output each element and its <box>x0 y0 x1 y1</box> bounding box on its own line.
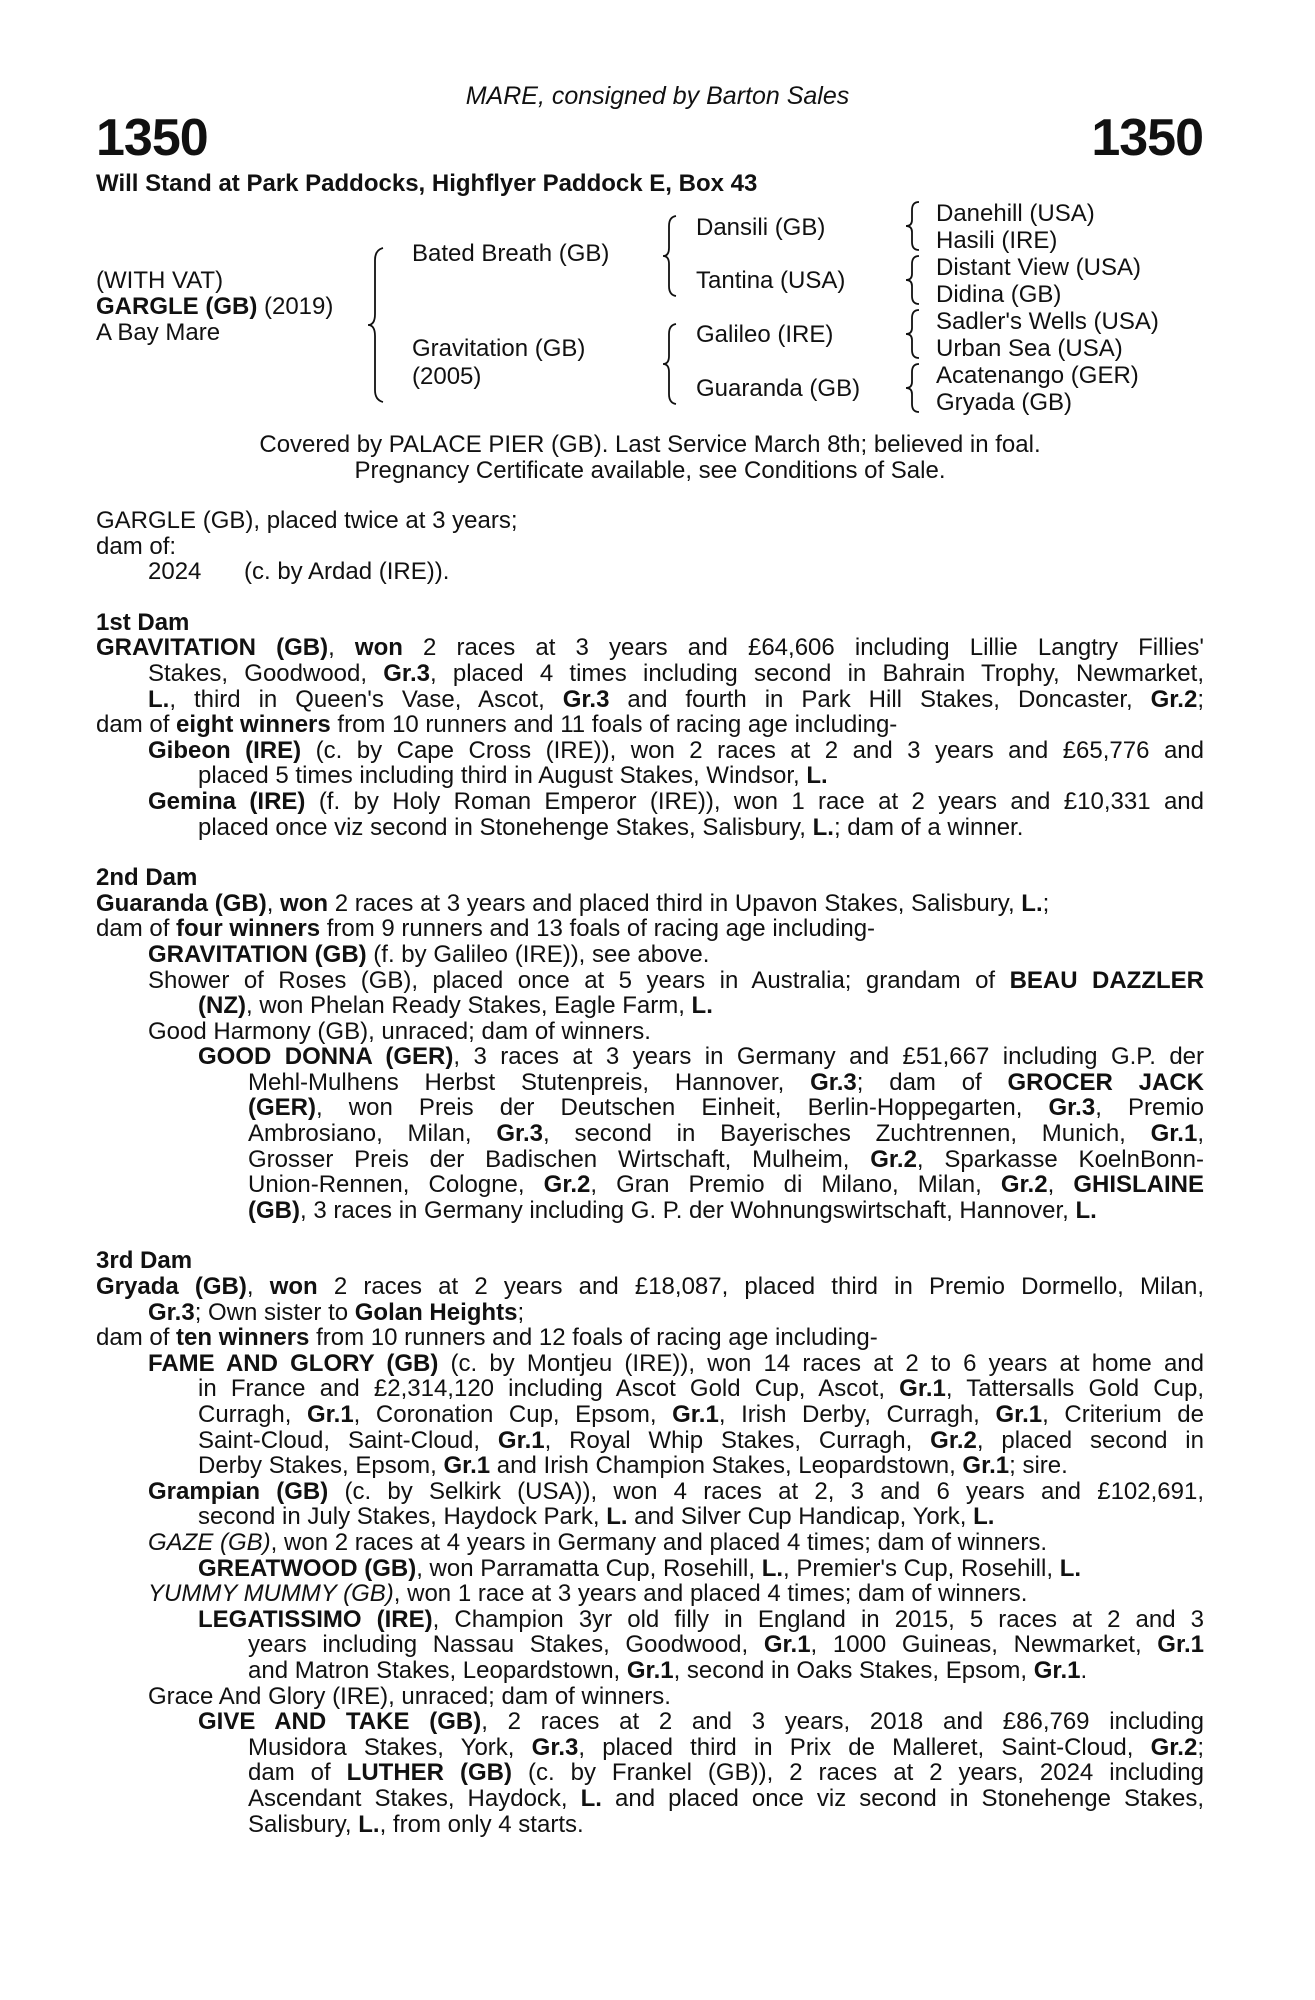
text: , Champion 3yr old filly in England in 2015, 5 races at 2 and 3 <box>432 1605 1204 1633</box>
text: (c. by Selkirk (USA)), won 4 races at 2, 3 and 6 years and £102,691, <box>328 1477 1204 1505</box>
third-dam-line <box>96 1453 1204 1479</box>
text: ; sire. <box>1009 1452 1068 1480</box>
text: and Matron Stakes, Leopardstown, <box>248 1656 627 1684</box>
progeny-name: Grampian (GB) <box>148 1477 329 1505</box>
covering-line-2: Pregnancy Certificate available, see Conditions of Sale. <box>354 457 946 484</box>
third-dam-line <box>96 1581 1204 1607</box>
third-dam-line <box>96 1658 1204 1684</box>
listed: L. <box>812 813 834 841</box>
first-dam-line <box>96 815 1204 841</box>
winners-count: eight winners <box>176 711 331 739</box>
text: Saint-Cloud, Saint-Cloud, <box>198 1426 498 1454</box>
text: , won Phelan Ready Stakes, Eagle Farm, <box>245 992 692 1020</box>
progeny-name: Gemina (IRE) <box>148 787 306 815</box>
text: , Coronation Cup, Epsom, <box>353 1401 673 1428</box>
dam-dam: Guaranda (GB) <box>696 375 861 402</box>
produce-foal: (c. by Ardad (IRE)). <box>244 558 450 586</box>
lot-number-left: 1350 <box>96 109 208 167</box>
second-dam-line <box>96 1172 1204 1198</box>
brace-g2 <box>903 254 923 306</box>
listed: L. <box>806 762 828 790</box>
text: placed once viz second in Stonehenge Stakes, Salisbury, <box>198 813 813 841</box>
ancestor-4: Didina (GB) <box>936 281 1062 308</box>
progeny-name: FAME AND GLORY (GB) <box>148 1349 439 1377</box>
winners-count: ten winners <box>176 1324 310 1352</box>
text: ; Own sister to <box>194 1298 355 1326</box>
text: 2 races at 2 years and £18,087, placed third in Premio Dormello, Milan, <box>317 1273 1204 1301</box>
third-dam-line <box>96 1479 1204 1505</box>
text: and fourth in Park Hill Stakes, Doncaster, <box>609 685 1151 713</box>
dam-name: Gryada (GB) <box>96 1273 247 1301</box>
grade: Gr.1 <box>626 1656 674 1684</box>
text: , Sparkasse KoelnBonn- <box>916 1145 1204 1173</box>
grade: Gr.2 <box>870 1145 917 1173</box>
third-dam-line <box>96 1760 1204 1786</box>
second-dam-line <box>96 916 1204 942</box>
lot-number-right: 1350 <box>1091 109 1203 167</box>
brace-g4 <box>903 362 923 414</box>
listed: L. <box>606 1503 628 1531</box>
third-dam-line <box>96 1632 1204 1658</box>
first-dam-line <box>96 687 1204 713</box>
grade: Gr.2 <box>930 1426 977 1454</box>
third-dam-line <box>96 1325 1204 1351</box>
third-dam-line <box>96 1812 1204 1838</box>
text: second in July Stakes, Haydock Park, <box>198 1503 607 1531</box>
text: dam of <box>248 1759 347 1787</box>
listed: L. <box>148 685 170 713</box>
text: years including Nassau Stakes, Goodwood, <box>248 1631 764 1659</box>
text: , placed third in Prix de Malleret, Saint-Cloud, <box>578 1733 1151 1761</box>
listed: L. <box>973 1503 995 1531</box>
brace-sire-line <box>660 214 680 298</box>
grade: Gr.2 <box>1150 1733 1198 1761</box>
text: Mehl-Mulhens Herbst Stutenpreis, Hannover, <box>248 1068 811 1096</box>
brace-g1 <box>903 200 923 252</box>
text: Stakes, Goodwood, <box>148 659 384 687</box>
third-dam-line <box>96 1786 1204 1812</box>
grade: Gr.3 <box>383 659 430 687</box>
progeny-name: (NZ) <box>198 992 246 1020</box>
text: 2 races at 3 years and placed third in Upavon Stakes, Salisbury, <box>328 889 1022 917</box>
grade: Gr.3 <box>1048 1094 1096 1122</box>
third-dam-line <box>96 1300 1204 1326</box>
text: , <box>328 634 355 662</box>
third-dam-line <box>96 1504 1204 1530</box>
won-label: won <box>280 889 329 917</box>
text: from 10 runners and 11 foals of racing age including- <box>330 711 898 739</box>
second-dam-line <box>96 1070 1204 1096</box>
progeny-name: LEGATISSIMO (IRE) <box>198 1605 433 1633</box>
first-dam-line <box>96 738 1204 764</box>
second-dam-line <box>96 968 1204 994</box>
text: and Silver Cup Handicap, York, <box>627 1503 974 1531</box>
third-dam-line <box>96 1530 1204 1556</box>
text: in France and £2,314,120 including Ascot Gold Cup, Ascot, <box>198 1375 900 1403</box>
text: ; <box>1042 889 1050 917</box>
grade: Gr.3 <box>148 1298 195 1326</box>
first-dam-line <box>96 635 1204 661</box>
second-dam-heading: 2nd Dam <box>96 864 198 892</box>
text: , Gran Premio di Milano, Milan, <box>590 1171 1001 1199</box>
brace-dam-line <box>660 322 680 406</box>
text: and placed once viz second in Stonehenge Stakes, <box>601 1784 1204 1812</box>
grade: Gr.1 <box>899 1375 946 1403</box>
stand-location: Will Stand at Park Paddocks, Highflyer Paddock E, Box 43 <box>96 170 758 197</box>
listed: L. <box>358 1810 380 1838</box>
ancestor-7: Acatenango (GER) <box>936 362 1139 389</box>
text: Curragh, <box>198 1401 307 1428</box>
grade: Gr.3 <box>531 1733 579 1761</box>
text: ; <box>1197 685 1204 713</box>
first-dam-heading: 1st Dam <box>96 608 190 636</box>
second-dam-line <box>96 1147 1204 1173</box>
third-dam-line <box>96 1735 1204 1761</box>
sire: Bated Breath (GB) <box>412 240 610 267</box>
second-dam-line: Guaranda (GB), won 2 races at 3 years and placed third in Upavon Stakes, Salisbury, L.; <box>96 889 1050 917</box>
text: 2 races at 3 years and £64,606 including Lillie Langtry Fillies' <box>402 634 1204 662</box>
text: ; <box>1197 1733 1204 1761</box>
text: (c. by Cape Cross (IRE)), won 2 races at 2 and 3 years and £65,776 and <box>301 736 1204 764</box>
won-label: won <box>354 634 403 662</box>
grade: Gr.2 <box>1000 1171 1048 1199</box>
text: Shower of Roses (GB), placed once at 5 years in Australia; grandam of <box>148 966 1010 994</box>
vat-note: (WITH VAT) <box>96 267 224 294</box>
progeny-name: Gibeon (IRE) <box>148 736 302 764</box>
brace-g3 <box>903 308 923 360</box>
grade: Gr.3 <box>496 1120 544 1148</box>
text: , won 1 race at 3 years and placed 4 times; dam of winners. <box>393 1580 1028 1608</box>
second-dam-line <box>96 993 1204 1019</box>
grade: Gr.1 <box>763 1631 811 1659</box>
dam-name: GRAVITATION (GB) <box>96 634 329 662</box>
progeny-name: GRAVITATION (GB) <box>148 940 367 968</box>
third-dam-line <box>96 1556 1204 1582</box>
text: , 3 races in Germany including G. P. der Wohnungswirtschaft, Hannover, <box>299 1196 1076 1224</box>
text: , <box>1197 1120 1204 1148</box>
intro-line-1: GARGLE (GB), placed twice at 3 years; <box>96 507 518 534</box>
grade: Gr.2 <box>1150 685 1198 713</box>
third-dam-line <box>96 1351 1204 1377</box>
progeny-name: GROCER JACK <box>1007 1068 1204 1096</box>
covering-note <box>0 432 1300 484</box>
text: , 1000 Guineas, Newmarket, <box>810 1631 1158 1659</box>
text: (f. by Holy Roman Emperor (IRE)), won 1 race at 2 years and £10,331 and <box>305 787 1204 815</box>
progeny-name: GHISLAINE <box>1073 1171 1205 1199</box>
first-dam-line <box>96 661 1204 687</box>
relative-name: Golan Heights <box>354 1298 518 1326</box>
grade: Gr.1 <box>443 1452 491 1480</box>
intro-line-2: dam of: <box>96 532 177 560</box>
first-dam-line <box>96 763 1204 789</box>
grade: Gr.1 <box>1150 1120 1198 1148</box>
horse-year: (2019) <box>257 293 334 320</box>
progeny-name: GREATWOOD (GB) <box>198 1554 417 1582</box>
progeny-name: (GB) <box>248 1196 300 1224</box>
text: dam of <box>96 711 177 739</box>
listed: L. <box>1075 1196 1097 1224</box>
grade: Gr.1 <box>995 1401 1043 1428</box>
produce-record <box>96 508 1204 1837</box>
text: , 2 races at 2 and 3 years, 2018 and £86,769 including <box>481 1708 1204 1736</box>
text: from 9 runners and 13 foals of racing age including- <box>320 915 876 943</box>
listed: L. <box>580 1784 602 1812</box>
text: dam of <box>96 1324 177 1352</box>
third-dam-line: Gryada (GB), won 2 races at 2 years and £18,087, placed third in Premio Dormello, Milan, <box>96 1273 1204 1301</box>
ancestor-6: Urban Sea (USA) <box>936 335 1123 362</box>
horse-name-line <box>96 294 333 320</box>
text: Musidora Stakes, York, <box>248 1733 532 1761</box>
brace-generation-1 <box>365 246 387 404</box>
ancestor-5: Sadler's Wells (USA) <box>936 308 1159 335</box>
dam: Gravitation (GB) <box>412 335 586 362</box>
horse-description: A Bay Mare <box>96 319 221 346</box>
ancestor-8: Gryada (GB) <box>936 389 1073 416</box>
progeny-name: YUMMY MUMMY (GB) <box>148 1580 394 1608</box>
third-dam-line <box>96 1607 1204 1633</box>
second-dam-line <box>96 1121 1204 1147</box>
sire-dam: Tantina (USA) <box>696 267 846 294</box>
text: , won Preis der Deutschen Einheit, Berlin-Hoppegarten, <box>316 1094 1049 1122</box>
text: (f. by Galileo (IRE)), see above. <box>366 940 710 968</box>
winners-count: four winners <box>176 915 321 943</box>
first-dam-line <box>96 712 1204 738</box>
text: ; <box>517 1298 525 1326</box>
listed: L. <box>1059 1554 1082 1582</box>
grade: Gr.3 <box>810 1068 857 1096</box>
text: , 3 races at 3 years in Germany and £51,667 including G.P. der <box>453 1043 1204 1071</box>
covering-line-1: Covered by PALACE PIER (GB). Last Service March 8th; believed in foal. <box>259 431 1041 458</box>
text: , second in Bayerisches Zuchtrennen, Munich, <box>543 1120 1151 1148</box>
ancestor-1: Danehill (USA) <box>936 200 1095 227</box>
text: , placed second in <box>976 1426 1204 1454</box>
produce-line <box>96 559 1204 585</box>
consignor-heading: MARE, consigned by Barton Sales <box>465 82 850 110</box>
progeny-name: GAZE (GB) <box>148 1528 271 1556</box>
text: dam of <box>96 915 177 943</box>
progeny-name: GIVE AND TAKE (GB) <box>198 1708 482 1736</box>
third-dam-line <box>96 1402 1204 1428</box>
dam-sire: Galileo (IRE) <box>696 321 834 348</box>
second-dam-line: Good Harmony (GB), unraced; dam of winners. <box>148 1017 651 1045</box>
text: , Tattersalls Gold Cup, <box>945 1375 1204 1403</box>
text: Salisbury, <box>248 1810 359 1838</box>
text: , placed 4 times including second in Bahrain Trophy, Newmarket, <box>429 659 1204 687</box>
progeny-name: (GER) <box>248 1094 316 1122</box>
produce-year: 2024 <box>148 558 202 586</box>
dam-name: Guaranda (GB) <box>96 889 267 917</box>
first-dam-line <box>96 789 1204 815</box>
text: , Royal Whip Stakes, Curragh, <box>544 1426 931 1454</box>
sire-sire: Dansili (GB) <box>696 214 826 241</box>
third-dam-heading: 3rd Dam <box>96 1247 193 1275</box>
text: ; dam of <box>856 1068 1008 1096</box>
text: Grosser Preis der Badischen Wirtschaft, Mulheim, <box>248 1145 871 1173</box>
third-dam-line <box>96 1376 1204 1402</box>
text: , Premier's Cup, Rosehill, <box>783 1554 1060 1582</box>
ancestor-2: Hasili (IRE) <box>936 227 1058 254</box>
text: ; dam of a winner. <box>833 813 1024 841</box>
text: Union-Rennen, Cologne, <box>248 1171 544 1199</box>
text: , Premio <box>1095 1094 1204 1122</box>
text: , Criterium de <box>1042 1401 1204 1428</box>
grade: Gr.1 <box>962 1452 1010 1480</box>
listed: L. <box>691 992 713 1020</box>
text: , won 2 races at 4 years in Germany and placed 4 times; dam of winners. <box>270 1528 1048 1556</box>
grade: Gr.1 <box>306 1401 354 1428</box>
text: , <box>1047 1171 1074 1199</box>
second-dam-line <box>96 1095 1204 1121</box>
second-dam-line <box>96 942 1204 968</box>
second-dam-line <box>96 1198 1204 1224</box>
won-label: won <box>269 1273 318 1301</box>
progeny-name: LUTHER (GB) <box>346 1759 512 1787</box>
text: Ambrosiano, Milan, <box>248 1120 497 1148</box>
text: (c. by Montjeu (IRE)), won 14 races at 2 to 6 years at home and <box>438 1349 1204 1377</box>
text: , Irish Derby, Curragh, <box>718 1401 996 1428</box>
grade: Gr.1 <box>497 1426 545 1454</box>
text: and Irish Champion Stakes, Leopardstown, <box>490 1452 963 1480</box>
text: Ascendant Stakes, Haydock, <box>248 1784 581 1812</box>
text: , won Parramatta Cup, Rosehill, <box>416 1554 762 1582</box>
third-dam-line <box>96 1428 1204 1454</box>
grade: Gr.1 <box>672 1401 719 1428</box>
text: from 10 runners and 12 foals of racing age including- <box>309 1324 878 1352</box>
text: , third in Queen's Vase, Ascot, <box>169 685 563 713</box>
text: placed 5 times including third in August Stakes, Windsor, <box>198 762 807 790</box>
progeny-name: BEAU DAZZLER <box>1009 966 1205 994</box>
third-dam-line <box>96 1709 1204 1735</box>
third-dam-line: Grace And Glory (IRE), unraced; dam of winners. <box>148 1682 671 1710</box>
text: . <box>1080 1656 1088 1684</box>
text: Derby Stakes, Epsom, <box>198 1452 444 1480</box>
grade: Gr.1 <box>1033 1656 1081 1684</box>
grade: Gr.1 <box>1157 1631 1204 1659</box>
listed: L. <box>1021 889 1043 917</box>
dam-year: (2005) <box>412 363 482 390</box>
horse-name: GARGLE (GB) <box>96 293 258 320</box>
progeny-name: GOOD DONNA (GER) <box>198 1043 454 1071</box>
ancestor-3: Distant View (USA) <box>936 254 1141 281</box>
text: , second in Oaks Stakes, Epsom, <box>673 1656 1034 1684</box>
second-dam-line <box>96 1044 1204 1070</box>
grade: Gr.3 <box>562 685 610 713</box>
text: (c. by Frankel (GB)), 2 races at 2 years, 2024 including <box>511 1759 1204 1787</box>
grade: Gr.2 <box>543 1171 591 1199</box>
text: , from only 4 starts. <box>379 1810 584 1838</box>
listed: L. <box>761 1554 784 1582</box>
